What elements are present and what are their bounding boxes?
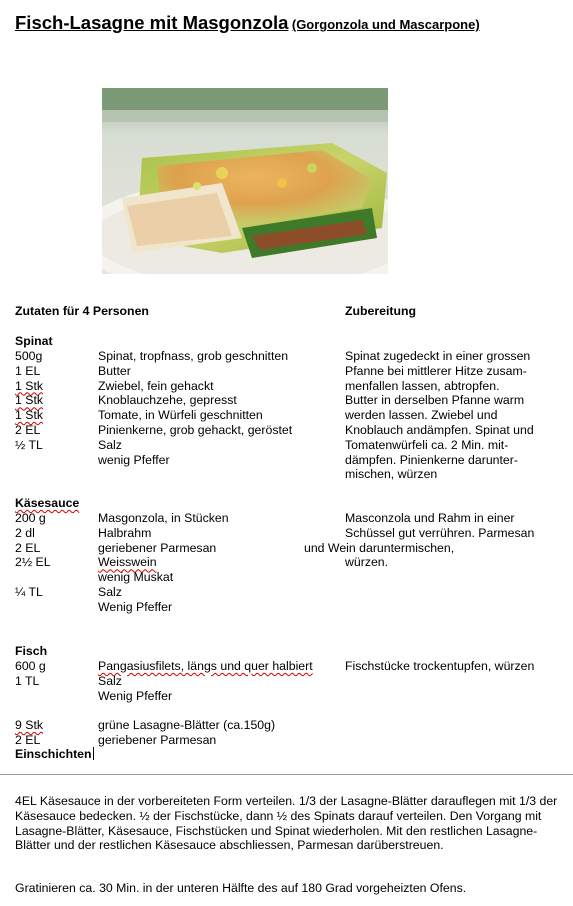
gratin-paragraph: Gratinieren ca. 30 Min. in der unteren Hälfte des auf 180 Grad vorgeheizten Ofens. [15,881,467,895]
fisch-qty-list [15,659,46,689]
spinat-preparation [345,349,534,482]
lasagne-photo [102,88,388,274]
ingredient: Butter [98,363,131,378]
ingredients-heading: Zutaten für 4 Personen [15,304,149,318]
ingredient: Pinienkerne, grob gehackt, geröstet [98,422,293,437]
qty: ½ TL [15,437,43,452]
qty: 2½ EL [15,555,51,570]
section-title-kaesesauce: Käsesauce [15,496,80,510]
ingredient: Wenig Pfeffer [98,599,173,614]
qty: 1 EL [15,363,41,378]
prep-line: Butter in derselben Pfanne warm [345,393,525,408]
kaese-prep-line-0: Masconzola und Rahm in einer [345,511,515,525]
qty: 600 g [15,659,46,673]
qty: 1 Stk [15,393,44,408]
prep-line: dämpfen. Pinienkerne darunter- [345,452,518,467]
kaese-prep-line-1: Schüssel gut verrühren. Parmesan [345,526,535,540]
qty: 1 Stk [15,378,44,393]
qty: 9 Stk [15,718,44,732]
prep-line: Knoblauch andämpfen. Spinat und [345,422,534,437]
text-cursor [93,747,94,760]
ingredient: Tomate, in Würfeli geschnitten [98,408,263,423]
ingredient: wenig Pfeffer [98,452,170,467]
prep-line: Spinat zugedeckt in einer grossen [345,349,531,363]
qty: 1 Stk [15,408,44,423]
instructions-paragraph: 4EL Käsesauce in der vorbereiteten Form verteilen. 1/3 der Lasagne-Blätter darauflegen mit 1/3 der Käsesauce bedecken. ½ der Fischstücke, dann ½ des Spinats darauf verteilen. Den Vorgang mit Lasagne-Blätter, Käsesauce, Fischstücken und Spinat wiederholen. Mit den restlichen Lasagne-Blätter und der restlichen Käsesauce abschliessen, Parmesan darüberstreuen. [15,794,558,853]
ingredient: Weisswein [98,555,157,570]
qty: 2 EL [15,422,41,437]
spinat-qty-list [15,349,43,453]
recipe-title [15,12,480,34]
fisch-preparation: Fischstücke trockentupfen, würzen [345,659,535,673]
qty: 500g [15,349,43,363]
ingredient: wenig Muskat [98,570,174,585]
qty: 2 EL [15,732,41,747]
ingredient: Salz [98,673,122,688]
ingredient: Spinat, tropfnass, grob geschnitten [98,349,289,363]
ingredient: Halbrahm [98,525,152,540]
title-main: Fisch-Lasagne mit Masgonzola [15,12,289,33]
ingredient: Zwiebel, fein gehackt [98,378,214,393]
kaese-prep-line-3: würzen. [345,555,389,569]
extras-qty-list [15,718,43,748]
divider [0,774,573,775]
einschichten-label: Einschichten [15,747,92,761]
ingredient: Pangasiusfilets, längs und quer halbiert [98,659,313,673]
extras-item-list [98,718,275,748]
ingredient: Knoblauchzehe, gepresst [98,393,237,408]
qty: 2 dl [15,525,35,540]
ingredient: Wenig Pfeffer [98,688,173,703]
kaese-prep-line-2: und Wein daruntermischen, [304,541,455,555]
ingredient: geriebener Parmesan [98,732,217,747]
qty: 1 TL [15,673,40,688]
ingredient: Masgonzola, in Stücken [98,511,229,525]
prep-line: Tomatenwürfeli ca. 2 Min. mit- [345,437,509,452]
ingredient: Salz [98,437,122,452]
qty: 200 g [15,511,46,525]
prep-line: werden lassen. Zwiebel und [345,408,498,423]
prep-line: Pfanne bei mittlerer Hitze zusam- [345,363,527,378]
spinat-item-list [98,349,292,467]
ingredient: geriebener Parmesan [98,540,217,555]
qty: ¼ TL [15,584,43,599]
kaese-qty-list [15,511,51,600]
ingredient: Salz [98,584,122,599]
prep-line: menfallen lassen, abtropfen. [345,378,500,393]
section-title-spinat: Spinat [15,334,53,348]
qty [15,570,51,585]
ingredient: grüne Lasagne-Blätter (ca.150g) [98,718,276,732]
einschichten-heading [15,747,94,761]
section-title-fisch: Fisch [15,644,48,658]
prep-line: mischen, würzen [345,467,438,482]
title-sub: (Gorgonzola und Mascarpone) [291,17,480,32]
qty: 2 EL [15,540,41,555]
fisch-item-list [98,659,313,703]
kaese-item-list [98,511,229,615]
preparation-heading: Zubereitung [345,304,417,318]
